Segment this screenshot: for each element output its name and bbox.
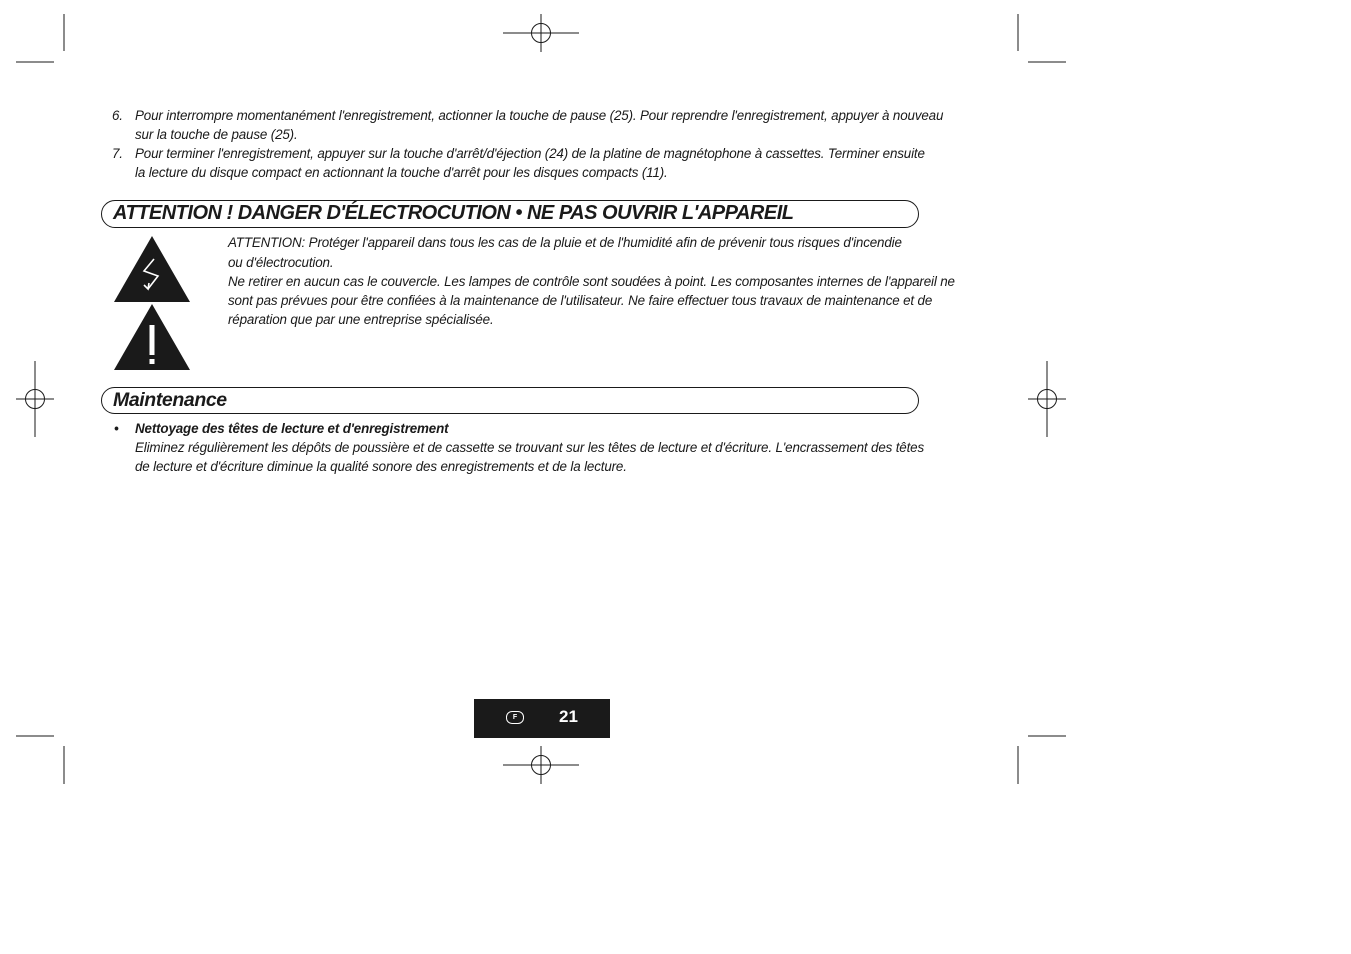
language-badge: F [506, 711, 524, 724]
exclamation-warning-icon [114, 304, 190, 370]
step-number: 6. [112, 108, 123, 123]
maintenance-item-line: Eliminez régulièrement les dépôts de poussière et de cassette se trouvant sur les têtes de lecture et d'écriture. L'encrassement des têtes [135, 440, 925, 455]
step-number: 7. [112, 146, 123, 161]
step-text-line: Pour interrompre momentanément l'enregistrement, actionner la touche de pause (25). Pour reprendre l'enregistrement, appuyer à nouveau [135, 108, 944, 123]
bullet: • [114, 421, 119, 436]
maintenance-heading: Maintenance [101, 387, 919, 414]
electric-shock-warning-icon [114, 236, 190, 302]
warning-text-line: Ne retirer en aucun cas le couvercle. Les lampes de contrôle sont soudées à point. Les composantes internes de l'appareil ne [228, 274, 955, 289]
page-footer [474, 699, 610, 738]
warning-text-line: ATTENTION: Protéger l'appareil dans tous les cas de la pluie et de l'humidité afin de prévenir tous risques d'incendie [228, 235, 902, 250]
page-number: 21 [559, 707, 578, 726]
warning-text-line: sont pas prévues pour être confiées à la maintenance de l'utilisateur. Ne faire effectuer tous travaux de maintenance et de [228, 293, 933, 308]
step-text-line: sur la touche de pause (25). [135, 127, 298, 142]
warning-text-line: réparation que par une entreprise spécialisée. [228, 312, 494, 327]
maintenance-item-title: Nettoyage des têtes de lecture et d'enregistrement [135, 421, 449, 436]
step-text-line: Pour terminer l'enregistrement, appuyer sur la touche d'arrêt/d'éjection (24) de la platine de magnétophone à cassettes. Terminer ensuite [135, 146, 925, 161]
maintenance-item-line: de lecture et d'écriture diminue la qualité sonore des enregistrements et de la lecture. [135, 459, 627, 474]
warning-heading: ATTENTION ! DANGER D'ÉLECTROCUTION • NE PAS OUVRIR L'APPAREIL [101, 200, 919, 228]
warning-text-line: ou d'électrocution. [228, 255, 334, 270]
step-text-line: la lecture du disque compact en actionnant la touche d'arrêt pour les disques compacts (11). [135, 165, 668, 180]
